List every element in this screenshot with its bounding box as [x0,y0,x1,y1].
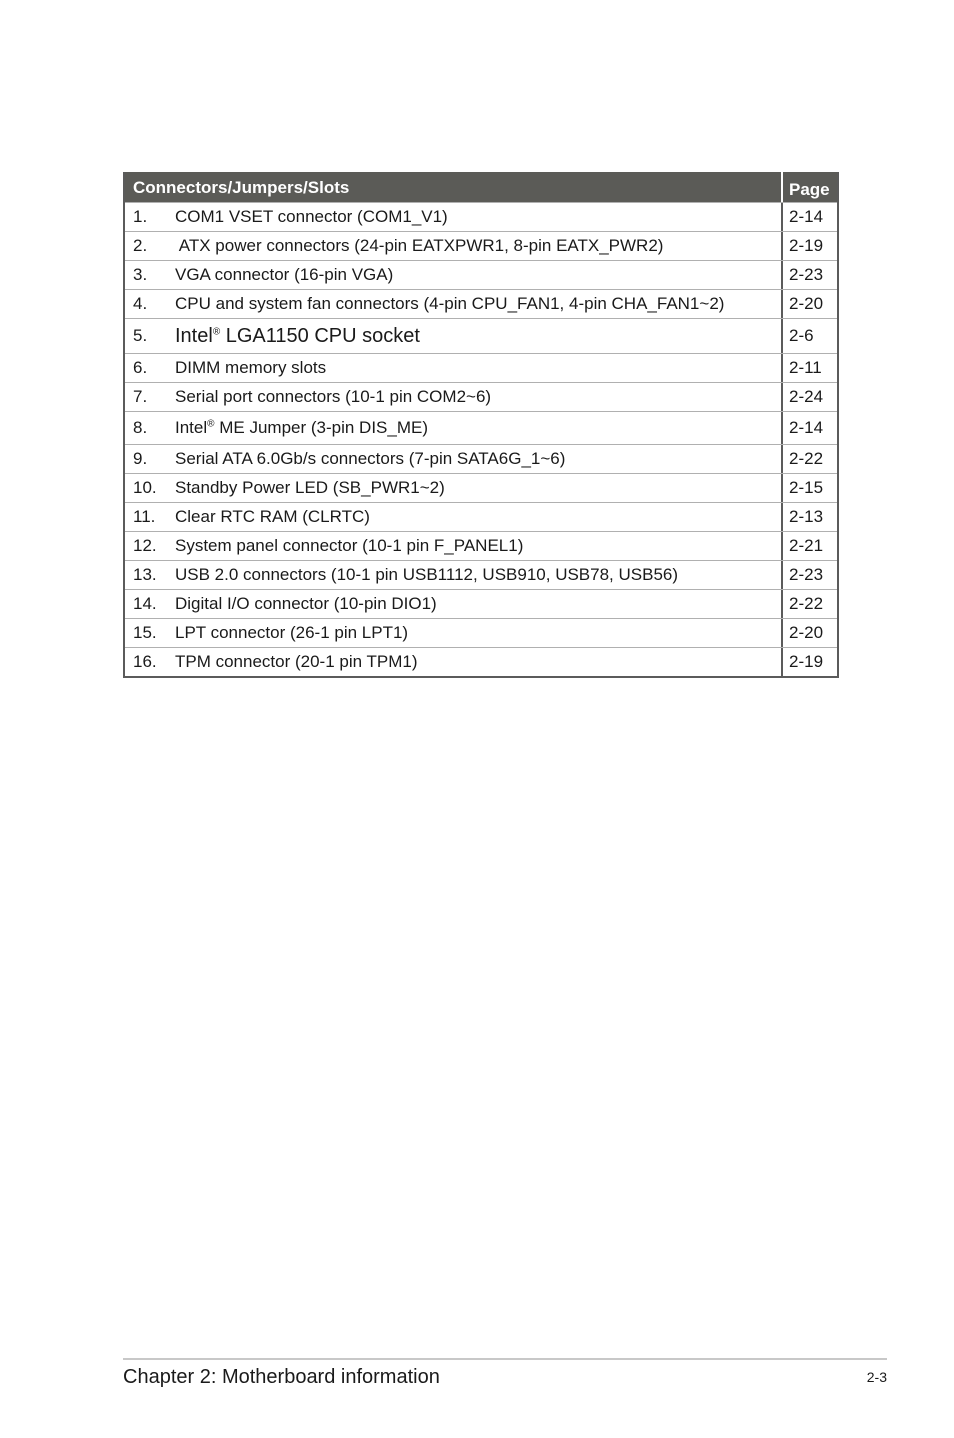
registered-mark: ® [207,418,215,430]
footer-chapter-title: Chapter 2: Motherboard information [123,1366,440,1388]
row-number: 13. [133,565,157,584]
row-desc-suffix: LGA1150 CPU socket [220,324,420,347]
row-page: 2-19 [781,232,837,260]
row-page: 2-11 [781,354,837,382]
row-description: VGA connector (16-pin VGA) [175,265,394,284]
table-row [125,618,837,647]
row-description: Clear RTC RAM (CLRTC) [175,507,370,526]
row-description: DIMM memory slots [175,358,327,377]
row-number: 6. [133,358,148,377]
row-description [175,418,781,438]
row-number: 14. [133,594,157,613]
row-page: 2-14 [781,412,837,444]
table-row [125,589,837,618]
table-row [125,289,837,318]
row-description: LPT connector (26-1 pin LPT1) [175,623,409,642]
row-desc-prefix: Intel [175,418,208,437]
row-page: 2-13 [781,503,837,531]
row-description: COM1 VSET connector (COM1_V1) [175,207,448,226]
row-description: Serial ATA 6.0Gb/s connectors (7-pin SATA6G_1~6) [175,449,566,468]
row-desc-prefix: Intel [175,324,213,347]
table-row [125,382,837,411]
row-number: 4. [133,294,148,313]
row-page: 2-22 [781,445,837,473]
table-row [125,444,837,473]
row-number: 3. [133,265,148,284]
row-number: 8. [133,418,148,437]
row-description: ATX power connectors (24-pin EATXPWR1, 8-pin EATX_PWR2) [175,236,664,255]
table-row [125,353,837,382]
table-row [125,231,837,260]
row-page: 2-20 [781,290,837,318]
row-desc-suffix: ME Jumper (3-pin DIS_ME) [214,418,429,437]
row-number: 1. [133,207,148,226]
table-row [125,260,837,289]
table-row [125,202,837,231]
row-number: 10. [133,478,157,497]
row-number: 7. [133,387,148,406]
table-row [125,411,837,444]
table-row [125,502,837,531]
row-description [175,325,781,348]
table-header [125,172,837,202]
row-number: 2. [133,236,148,255]
table-row [125,473,837,502]
row-page: 2-20 [781,619,837,647]
row-page: 2-15 [781,474,837,502]
row-number: 11. [133,507,156,526]
row-number: 9. [133,449,148,468]
registered-mark: ® [212,325,221,337]
footer-page-number: 2-3 [866,1369,887,1385]
row-description: CPU and system fan connectors (4-pin CPU_FAN1, 4-pin CHA_FAN1~2) [175,294,725,313]
header-page: Page [781,172,837,202]
table-row [125,560,837,589]
header-connectors: Connectors/Jumpers/Slots [133,178,350,197]
row-number: 15. [133,623,157,642]
connectors-table [123,172,839,678]
row-page: 2-23 [781,261,837,289]
table-row [125,647,837,676]
row-number: 5. [133,326,148,345]
table-row [125,318,837,353]
row-page: 2-21 [781,532,837,560]
row-description: System panel connector (10-1 pin F_PANEL1) [175,536,524,555]
row-page: 2-22 [781,590,837,618]
row-page: 2-14 [781,203,837,231]
row-number: 12. [133,536,157,555]
row-description: Standby Power LED (SB_PWR1~2) [175,478,445,497]
row-page: 2-23 [781,561,837,589]
row-page: 2-24 [781,383,837,411]
row-number: 16. [133,652,157,671]
row-page: 2-6 [781,319,837,353]
table-row [125,531,837,560]
row-page: 2-19 [781,648,837,676]
row-description: Serial port connectors (10-1 pin COM2~6) [175,387,492,406]
row-description: TPM connector (20-1 pin TPM1) [175,652,418,671]
footer-divider [123,1358,887,1360]
row-description: USB 2.0 connectors (10-1 pin USB1112, USB910, USB78, USB56) [175,565,679,584]
row-description: Digital I/O connector (10-pin DIO1) [175,594,437,613]
